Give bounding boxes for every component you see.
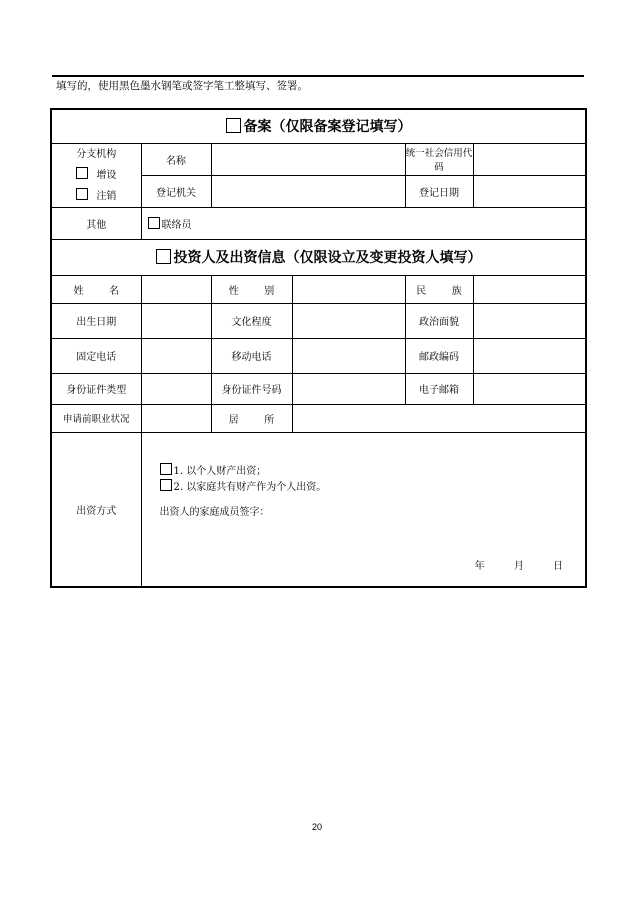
mobile-field[interactable] xyxy=(292,338,405,373)
liaison-checkbox[interactable] xyxy=(148,217,160,229)
day-label: 日 xyxy=(553,561,564,572)
reg-authority-label: 登记机关 xyxy=(141,175,211,207)
birth-label: 出生日期 xyxy=(51,303,141,338)
other-label: 其他 xyxy=(51,207,141,239)
year-label: 年 xyxy=(474,561,485,572)
branch-label: 分支机构 xyxy=(76,148,117,160)
education-field[interactable] xyxy=(292,303,405,338)
name-label: 名称 xyxy=(141,143,211,175)
residence-label: 居 所 xyxy=(211,404,292,432)
prior-job-label: 申请前职业状况 xyxy=(51,404,141,432)
filing-checkbox[interactable] xyxy=(226,118,241,133)
name-field[interactable] xyxy=(211,143,405,175)
investor-section-title: 投资人及出资信息（仅限设立及变更投资人填写） xyxy=(51,239,586,275)
birth-field[interactable] xyxy=(141,303,211,338)
top-rule xyxy=(52,75,584,77)
reg-date-label: 登记日期 xyxy=(405,175,473,207)
intro-text: 填写的，使用黑色墨水钢笔或签字笔工整填写、签署。 xyxy=(56,80,308,92)
page-number: 20 xyxy=(311,822,322,832)
liaison-label: 联络员 xyxy=(161,219,192,231)
id-number-field[interactable] xyxy=(292,373,405,404)
id-number-label: 身份证件号码 xyxy=(211,373,292,404)
mobile-label: 移动电话 xyxy=(211,338,292,373)
education-label: 文化程度 xyxy=(211,303,292,338)
registration-form xyxy=(50,108,587,588)
investor-name-field[interactable] xyxy=(141,275,211,303)
id-type-field[interactable] xyxy=(141,373,211,404)
option1-label: 1. 以个人财产出资； xyxy=(173,465,267,477)
liaison-cell xyxy=(141,207,586,239)
political-label: 政治面貌 xyxy=(405,303,473,338)
gender-label: 性 别 xyxy=(211,275,292,303)
ethnicity-field[interactable] xyxy=(473,275,586,303)
phone-label: 固定电话 xyxy=(51,338,141,373)
month-label: 月 xyxy=(513,561,524,572)
residence-field[interactable] xyxy=(292,404,586,432)
ethnicity-label: 民 族 xyxy=(405,275,473,303)
prior-job-field[interactable] xyxy=(141,404,211,432)
option1-checkbox[interactable] xyxy=(160,463,172,475)
option2-checkbox[interactable] xyxy=(160,479,172,491)
email-label: 电子邮箱 xyxy=(405,373,473,404)
add-checkbox[interactable] xyxy=(76,167,88,179)
investor-checkbox[interactable] xyxy=(156,249,171,264)
reg-authority-field[interactable] xyxy=(211,175,405,207)
investor-name-label: 姓 名 xyxy=(51,275,141,303)
credit-code-label: 统一社会信用代码 xyxy=(405,143,473,175)
gender-field[interactable] xyxy=(292,275,405,303)
cancel-label: 注销 xyxy=(96,190,117,202)
add-label: 增设 xyxy=(96,169,117,181)
branch-cell xyxy=(51,143,141,207)
id-type-label: 身份证件类型 xyxy=(51,373,141,404)
family-sign-label: 出资人的家庭成员签字： xyxy=(159,506,270,518)
date-line xyxy=(449,559,563,574)
email-field[interactable] xyxy=(473,373,586,404)
option2-label: 2. 以家庭共有财产作为个人出资。 xyxy=(173,481,327,493)
credit-code-field[interactable] xyxy=(473,143,586,175)
political-field[interactable] xyxy=(473,303,586,338)
payment-content xyxy=(141,432,586,587)
reg-date-field[interactable] xyxy=(473,175,586,207)
postcode-field[interactable] xyxy=(473,338,586,373)
cancel-checkbox[interactable] xyxy=(76,188,88,200)
filing-section-title: 备案（仅限备案登记填写） xyxy=(51,109,586,143)
payment-label: 出资方式 xyxy=(51,432,141,587)
phone-field[interactable] xyxy=(141,338,211,373)
postcode-label: 邮政编码 xyxy=(405,338,473,373)
